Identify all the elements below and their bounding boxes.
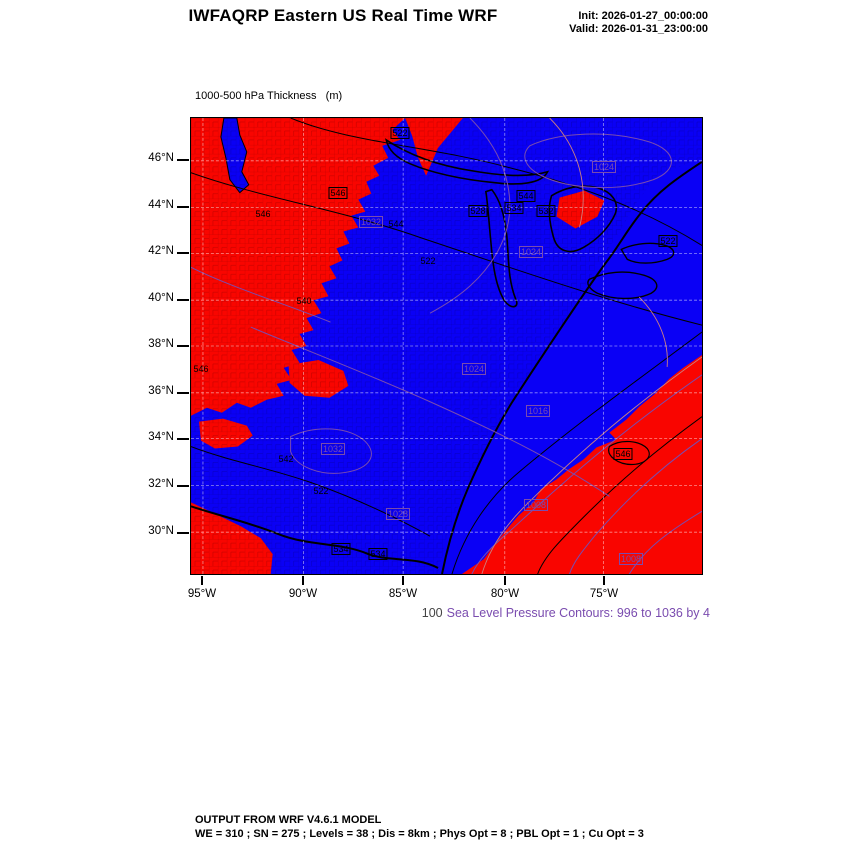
lat-label: 36°N [148,385,174,397]
contour-value-label: 522 [313,486,329,496]
lat-label: 30°N [148,525,174,537]
lat-label: 34°N [148,431,174,443]
contour-value-label: 1008 [620,554,642,564]
slp-contour-range: Sea Level Pressure Contours: 996 to 1036 by 4 [446,606,710,620]
lat-label: 38°N [148,338,174,350]
valid-time: Valid: 2026-01-31_23:00:00 [569,23,708,35]
run-info [458,10,708,36]
contour-value-label: 542 [278,454,294,464]
lat-tick [177,392,189,394]
contour-value-label: 1008 [525,500,547,510]
lon-tick [603,576,605,585]
contour-value-label: 540 [296,296,312,306]
contour-value-label: 544 [388,219,404,229]
lat-label: 32°N [148,478,174,490]
lon-tick [201,576,203,585]
contour-caption [190,606,710,620]
lat-tick [177,159,189,161]
contour-value-label: 534 [370,549,386,559]
lat-tick [177,532,189,534]
contour-value-label: 1024 [520,247,542,257]
contour-value-label: 1032 [360,217,382,227]
map-canvas [190,117,703,575]
lat-label: 46°N [148,152,174,164]
contour-value-label: 546 [615,449,631,459]
model-config-line: WE = 310 ; SN = 275 ; Levels = 38 ; Dis = 8km ; Phys Opt = 8 ; PBL Opt = 1 ; Cu Opt = 3 [195,827,644,840]
lat-tick [177,252,189,254]
lon-label: 90°W [288,588,318,600]
contour-value-label: 546 [193,364,209,374]
legend-line-thickness-1: 1000-500 hPa Thickness (m) [195,90,343,102]
lat-tick [177,485,189,487]
contour-value-label: 532 [538,206,554,216]
contour-value-label: 522 [420,256,436,266]
contour-value-label: 1024 [463,364,485,374]
lon-label: 75°W [589,588,619,600]
init-time: Init: 2026-01-27_00:00:00 [578,10,708,22]
contour-value-label: 1032 [322,444,344,454]
contour-value-label: 534 [506,203,522,213]
lat-label: 44°N [148,199,174,211]
map-plot-area [148,117,703,600]
lon-tick [402,576,404,585]
contour-value-label: 522 [392,128,408,138]
model-info-footer [195,814,644,841]
lat-label: 40°N [148,292,174,304]
lat-tick [177,438,189,440]
lat-tick [177,345,189,347]
model-version-line: OUTPUT FROM WRF V4.6.1 MODEL [195,814,382,826]
contour-value-label: 522 [660,236,676,246]
lon-label: 85°W [388,588,418,600]
contour-value-label: 1016 [527,406,549,416]
lon-tick [504,576,506,585]
lat-tick [177,299,189,301]
lat-tick [177,206,189,208]
contour-value-label: 544 [518,191,534,201]
page-title: IWFAQRP Eastern US Real Time WRF [188,6,498,25]
weather-map-graphic [191,118,702,574]
lon-label: 80°W [490,588,520,600]
lat-label: 42°N [148,245,174,257]
contour-value-label: 1028 [387,509,409,519]
contour-value-label: 546 [330,188,346,198]
lon-label: 95°W [187,588,217,600]
lon-tick [302,576,304,585]
contour-value-label: 1024 [593,162,615,172]
contour-value-label: 534 [333,544,349,554]
caption-prefix: 100 [421,606,443,620]
contour-value-label: 528 [470,206,486,216]
contour-value-label: 546 [255,209,271,219]
